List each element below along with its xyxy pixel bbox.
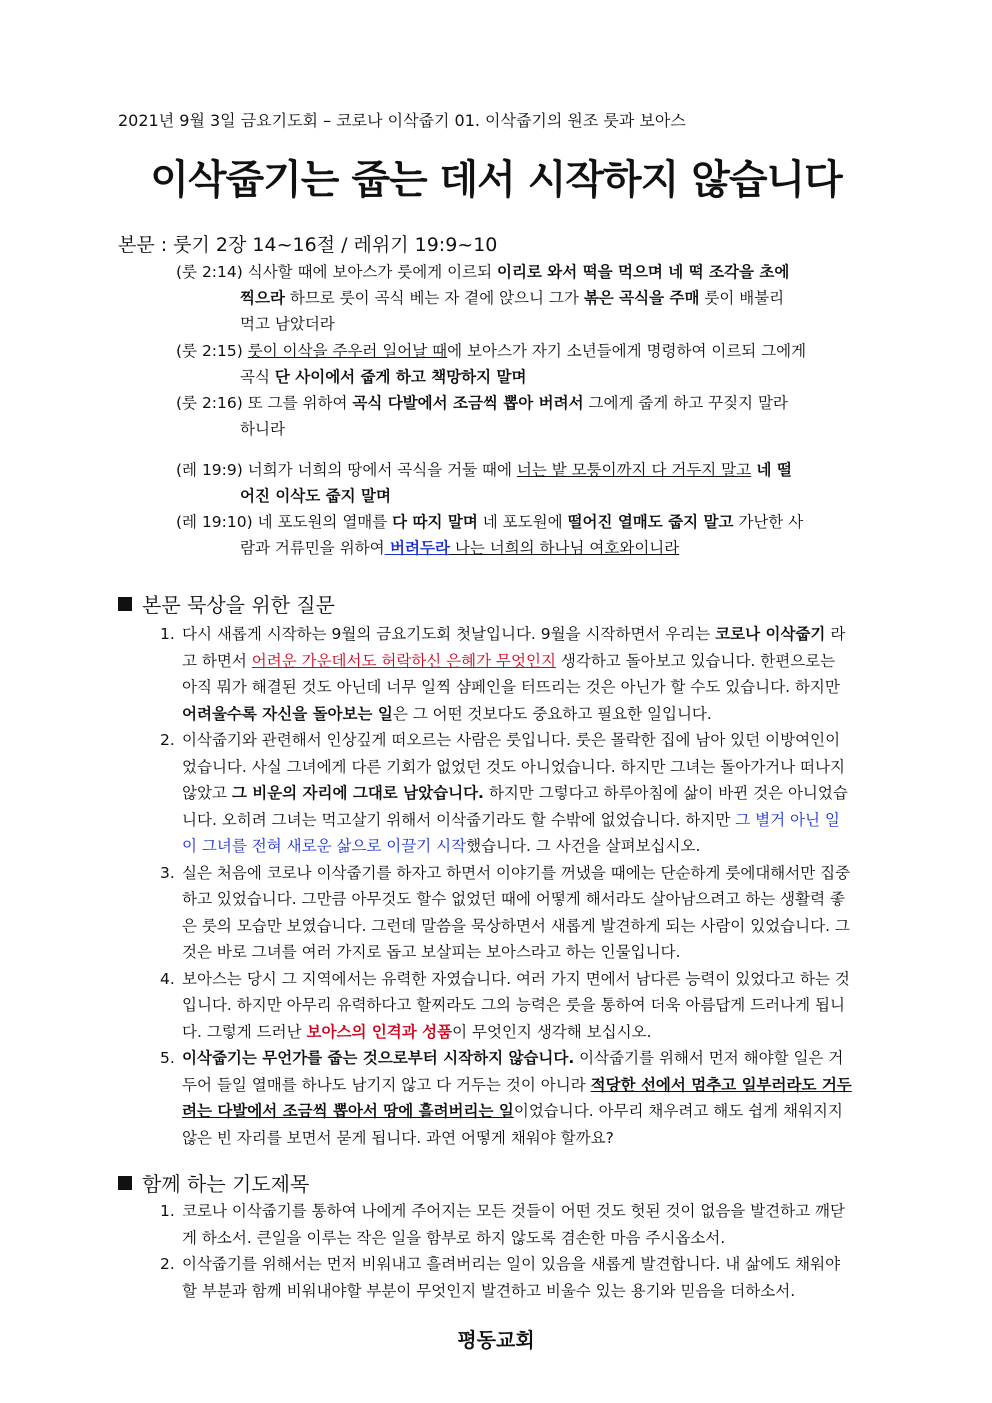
verse-underline: 나는 너희의 하나님 여호와이니라 bbox=[449, 539, 680, 557]
meditation-questions-list bbox=[160, 621, 852, 1151]
verse-lev-19-9 bbox=[176, 457, 836, 509]
list-item: 4. 보아스는 당시 그 지역에서는 유력한 자였습니다. 여러 가지 면에서 남다른 능력이 있었다고 하는 것입니다. 하지만 아무리 유력하다고 할찌라도 그의 능력은 룻을 통하여 더욱 아름답게 드러나게 됩니다. 그렇게 드러난 보아스의 인격과 성품이 무엇인지 생각해 보십시오. bbox=[160, 966, 852, 1046]
verse-text: 곡식 bbox=[240, 368, 275, 386]
verse-ref: (룻 2:14) bbox=[176, 263, 243, 281]
page-title: 이삭줍기는 줍는 데서 시작하지 않습니다 bbox=[150, 157, 842, 203]
church-logo-text: 평동교회 bbox=[457, 1328, 535, 1352]
verse-underline: 너는 밭 모퉁이까지 다 거두지 말고 bbox=[516, 461, 752, 479]
verse-text: 룻이 배불리 bbox=[699, 289, 785, 307]
prayer-topics-list bbox=[160, 1198, 852, 1304]
list-item: 3. 실은 처음에 코로나 이삭줍기를 하자고 하면서 이야기를 꺼냈을 때에는 단순하게 룻에대해서만 집중하고 있었습니다. 그만큼 아무것도 할수 없었던 때에 어떻게 해서라도 살아남으려고 하는 생활력 좋은 룻의 모습만 보였습니다. 그런데 말씀을 묵상하면서 새롭게 발견하게 되는 사람이 있었습니다. 그것은 바로 그녀를 여러 가지로 돕고 보살피는 보아스라고 하는 인물입니다. bbox=[160, 860, 852, 966]
verse-emphasis: 볶은 곡식을 주매 bbox=[583, 289, 700, 307]
list-number: 2. bbox=[160, 1255, 175, 1273]
verse-emphasis: 곡식 다발에서 조금씩 뽑아 버려서 bbox=[352, 394, 584, 412]
list-number: 5. bbox=[160, 1049, 175, 1067]
verse-ref: (룻 2:15) bbox=[176, 342, 243, 360]
square-bullet-icon bbox=[118, 1176, 132, 1190]
list-number: 4. bbox=[160, 969, 175, 988]
verse-ref: (레 19:10) bbox=[176, 513, 253, 531]
verse-ref: (룻 2:16) bbox=[176, 394, 243, 412]
list-number: 2. bbox=[160, 731, 175, 749]
verse-underline: 룻이 이삭을 주우러 일어날 때 bbox=[247, 342, 448, 360]
verse-emphasis: 이리로 와서 떡을 먹으며 네 떡 조각을 초에 bbox=[496, 263, 790, 281]
list-item: 1. 코로나 이삭줍기를 통하여 나에게 주어지는 모든 것들이 어떤 것도 헛된 것이 없음을 발견하고 깨닫게 하소서. 큰일을 이루는 작은 일을 함부로 하지 않도록 겸손한 마음 주시옵소서. bbox=[160, 1198, 852, 1251]
verse-text: 또 그를 위하여 bbox=[242, 394, 353, 412]
verse-ref: (레 19:9) bbox=[176, 461, 243, 479]
verse-text: 하니라 bbox=[240, 420, 285, 438]
document-header: 2021년 9월 3일 금요기도회 – 코로나 이삭줍기 01. 이삭줍기의 원조 룻과 보아스 bbox=[118, 111, 686, 130]
verse-emphasis: 네 떨 bbox=[751, 461, 792, 479]
verse-text: 네 포도원의 열매를 bbox=[252, 513, 393, 531]
list-item: 5. 이삭줍기는 무언가를 줍는 것으로부터 시작하지 않습니다. 이삭줍기를 위해서 먼저 해야할 일은 거두어 들일 열매를 하나도 남기지 않고 다 거두는 것이 아니라 적당한 선에서 멈추고 일부러라도 거두려는 다발에서 조금씩 뽑아서 땅에 흘려버리는 일이었습니다. 아무리 채우려고 해도 쉽게 채워지지 않은 빈 자리를 보면서 묻게 됩니다. 과연 어떻게 채워야 할까요? bbox=[160, 1045, 852, 1151]
list-number: 1. bbox=[160, 1202, 175, 1220]
verse-text: 그에게 줍게 하고 꾸짖지 말라 bbox=[583, 394, 788, 412]
verse-emphasis: 찍으라 bbox=[240, 289, 285, 307]
verse-emphasis: 다 따지 말며 bbox=[392, 513, 478, 531]
list-item: 1. 다시 새롭게 시작하는 9월의 금요기도회 첫날입니다. 9월을 시작하면서 우리는 코로나 이삭줍기 라고 하면서 어려운 가운데서도 허락하신 은혜가 무엇인지 생각하고 돌아보고 있습니다. 한편으로는 아직 뭐가 해결된 것도 아닌데 너무 일찍 샴페인을 터뜨리는 것은 아닌가 할 수도 있습니다. 하지만 어려울수록 자신을 돌아보는 일은 그 어떤 것보다도 중요하고 필요한 일입니다. bbox=[160, 621, 852, 727]
verse-text: 에 보아스가 자기 소년들에게 명령하여 이르되 그에게 bbox=[447, 342, 807, 360]
verse-emphasis: 떨어진 열매도 줍지 말고 bbox=[567, 513, 734, 531]
verse-text: 먹고 남았더라 bbox=[240, 315, 335, 333]
verse-text: 너희가 너희의 땅에서 곡식을 거둘 때에 bbox=[242, 461, 517, 479]
section-heading-meditation: 본문 묵상을 위한 질문 bbox=[118, 589, 335, 618]
list-item: 2. 이삭줍기와 관련해서 인상깊게 떠오르는 사람은 룻입니다. 룻은 몰락한 집에 남아 있던 이방여인이었습니다. 사실 그녀에게 다른 기회가 없었던 것도 아니었습니다. 하지만 그녀는 돌아가거나 떠나지 않았고 그 비운의 자리에 그대로 남았습니다. 하지만 그렇다고 하루아침에 삶이 바뀐 것은 아니었습니다. 오히려 그녀는 먹고살기 위해서 이삭줍기라도 할 수밖에 없었습니다. 하지만 그 별거 아닌 일이 그녀를 전혀 새로운 삶으로 이끌기 시작했습니다. 그 사건을 살펴보십시오. bbox=[160, 727, 852, 860]
highlight-blue: 그 별거 아닌 일이 그녀를 전혀 새로운 삶으로 이끌기 시작 bbox=[182, 810, 840, 855]
list-number: 3. bbox=[160, 863, 175, 882]
list-item: 2. 이삭줍기를 위해서는 먼저 비워내고 흘려버리는 일이 있음을 새롭게 발견합니다. 내 삶에도 채워야할 부분과 함께 비워내야할 부분이 무엇인지 발견하고 비울수 있는 용기와 믿음을 더하소서. bbox=[160, 1251, 852, 1304]
highlight-red: 보아스의 인격과 성품 bbox=[306, 1022, 453, 1041]
verse-text: 네 포도원에 bbox=[477, 513, 568, 531]
list-number: 1. bbox=[160, 625, 175, 643]
verse-text: 식사할 때에 보아스가 룻에게 이르되 bbox=[242, 263, 497, 281]
verse-text: 가난한 사 bbox=[733, 513, 804, 531]
verse-text: 하므로 룻이 곡식 베는 자 곁에 앉으니 그가 bbox=[284, 289, 584, 307]
verse-ruth-2-14 bbox=[176, 259, 836, 337]
verse-emphasis: 버려두라 bbox=[384, 539, 450, 557]
verse-emphasis: 단 사이에서 줍게 하고 책망하지 말며 bbox=[274, 368, 527, 386]
verse-emphasis: 어진 이삭도 줍지 말며 bbox=[240, 487, 391, 505]
highlight-red: 어려운 가운데서도 허락하신 은혜가 무엇인지 bbox=[251, 651, 556, 670]
verse-lev-19-10 bbox=[176, 509, 836, 561]
verse-ruth-2-15 bbox=[176, 338, 836, 390]
scripture-reference: 본문 : 룻기 2장 14~16절 / 레위기 19:9~10 bbox=[118, 234, 498, 256]
section-heading-prayer: 함께 하는 기도제목 bbox=[118, 1168, 309, 1197]
square-bullet-icon bbox=[118, 597, 132, 611]
verse-ruth-2-16 bbox=[176, 390, 836, 442]
verse-text: 람과 거류민을 위하여 bbox=[240, 539, 385, 557]
